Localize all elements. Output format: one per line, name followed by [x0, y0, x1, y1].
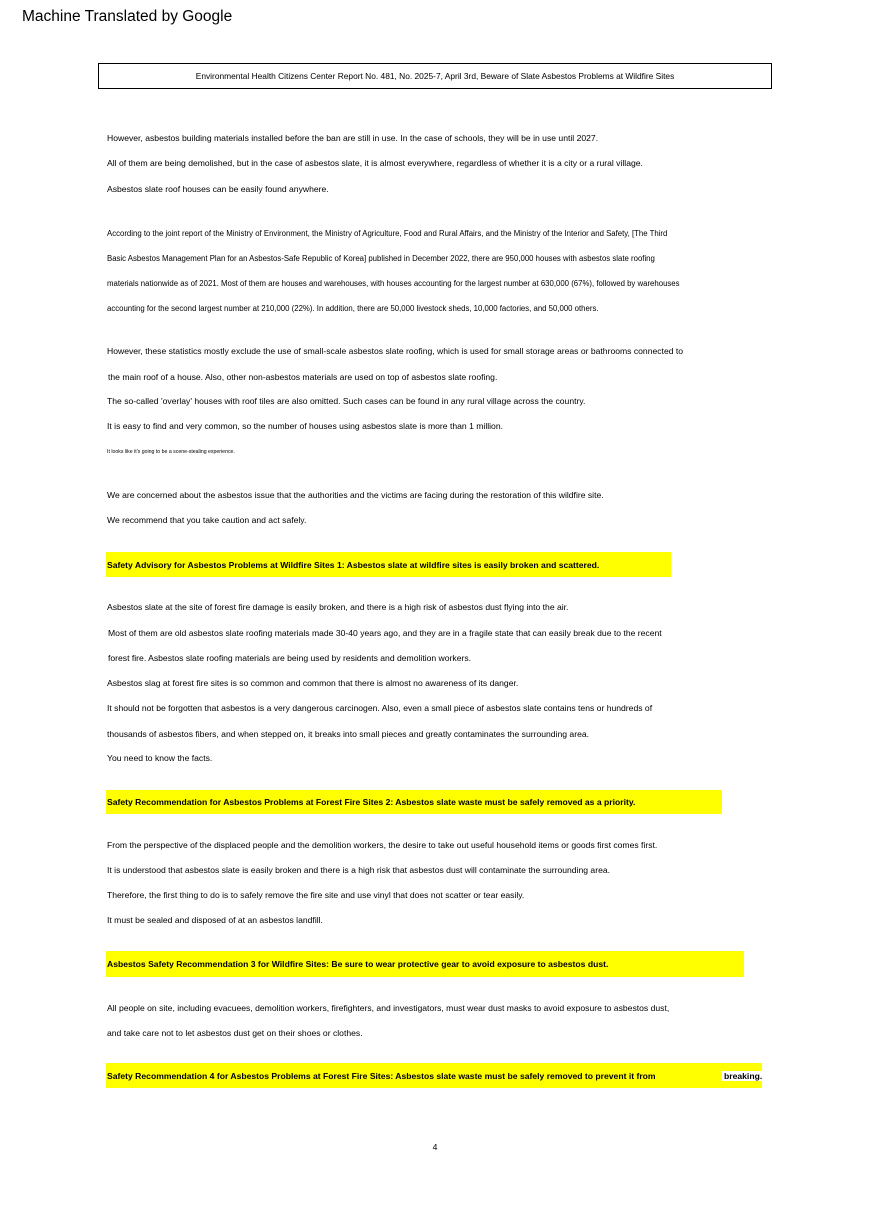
report-line-3: materials nationwide as of 2021. Most of them are houses and warehouses, with houses accounting for the largest number at 630,000 (67%), followed by warehouses [107, 279, 680, 288]
report-line-1: According to the joint report of the Ministry of Environment, the Ministry of Agriculture, Food and Rural Affairs, and the Ministry of the Interior and Safety, [The Third [107, 229, 668, 238]
stats-line-3: The so-called 'overlay' houses with roof tiles are also omitted. Such cases can be found in any rural village across the country. [107, 396, 586, 406]
concern-line-1: We are concerned about the asbestos issue that the authorities and the victims are facing during the restoration of this wildfire site. [107, 490, 604, 500]
intro-line-1: However, asbestos building materials installed before the ban are still in use. In the case of schools, they will be in use until 2027. [107, 133, 599, 143]
section-1-line-5: It should not be forgotten that asbestos is a very dangerous carcinogen. Also, even a small piece of asbestos slate contains tens or hundreds of [107, 703, 653, 713]
section-2-line-4: It must be sealed and disposed of at an asbestos landfill. [107, 915, 323, 925]
stats-line-2: the main roof of a house. Also, other non-asbestos materials are used on top of asbestos slate roofing. [108, 372, 498, 382]
section-4-heading-tail: breaking. [724, 1070, 763, 1081]
report-line-2: Basic Asbestos Management Plan for an Asbestos-Safe Republic of Korea] published in December 2022, there are 950,000 houses with asbestos slate roofing [107, 254, 655, 263]
section-1-line-3: forest fire. Asbestos slate roofing materials are being used by residents and demolition workers. [108, 653, 472, 663]
report-header: Environmental Health Citizens Center Report No. 481, No. 2025-7, April 3rd, Beware of Slate Asbestos Problems at Wildfire Sites [98, 63, 772, 89]
section-4-heading [106, 1063, 762, 1088]
section-2-heading: Safety Recommendation for Asbestos Problems at Forest Fire Sites 2: Asbestos slate waste must be safely removed as a priority. [106, 790, 722, 814]
intro-line-2: All of them are being demolished, but in the case of asbestos slate, it is almost everywhere, regardless of whether it is a city or a rural village. [107, 158, 643, 168]
section-3-line-2: and take care not to let asbestos dust get on their shoes or clothes. [107, 1028, 363, 1038]
stats-line-4: It is easy to find and very common, so the number of houses using asbestos slate is more than 1 million. [107, 421, 503, 431]
section-2-line-3: Therefore, the first thing to do is to safely remove the fire site and use vinyl that does not scatter or tear easily. [107, 890, 525, 900]
section-3-heading: Asbestos Safety Recommendation 3 for Wildfire Sites: Be sure to wear protective gear to avoid exposure to asbestos dust. [106, 951, 744, 977]
section-1-line-2: Most of them are old asbestos slate roofing materials made 30-40 years ago, and they are in a fragile state that can easily break due to the recent [108, 628, 662, 638]
section-4-heading-main: Safety Recommendation 4 for Asbestos Problems at Forest Fire Sites: Asbestos slate waste must be safely removed to prevent it from [107, 1070, 656, 1081]
section-1-line-6: thousands of asbestos fibers, and when stepped on, it breaks into small pieces and greatly contaminates the surrounding area. [107, 729, 590, 739]
page-number: 4 [432, 1142, 438, 1152]
section-3-line-1: All people on site, including evacuees, demolition workers, firefighters, and investigators, must wear dust masks to avoid exposure to asbestos dust, [107, 1003, 670, 1013]
section-1-line-4: Asbestos slag at forest fire sites is so common and common that there is almost no awareness of its danger. [107, 678, 519, 688]
stats-line-1: However, these statistics mostly exclude the use of small-scale asbestos slate roofing, which is used for small storage areas or bathrooms connected to [107, 346, 684, 356]
section-2-line-1: From the perspective of the displaced people and the demolition workers, the desire to take out useful household items or goods first comes first. [107, 840, 658, 850]
report-line-4: accounting for the second largest number at 210,000 (22%). In addition, there are 50,000 livestock sheds, 10,000 factories, and 50,000 others. [107, 304, 599, 313]
concern-line-2: We recommend that you take caution and act safely. [107, 515, 307, 525]
section-2-line-2: It is understood that asbestos slate is easily broken and there is a high risk that asbestos dust will contaminate the surrounding area. [107, 865, 611, 875]
section-1-line-7: You need to know the facts. [107, 753, 213, 763]
machine-translation-banner: Machine Translated by Google [22, 8, 233, 25]
intro-line-3: Asbestos slate roof houses can be easily found anywhere. [107, 184, 329, 194]
section-1-line-1: Asbestos slate at the site of forest fire damage is easily broken, and there is a high risk of asbestos dust flying into the air. [107, 602, 569, 612]
stats-line-5: It looks like it's going to be a scene-stealing experience. [107, 449, 235, 455]
section-1-heading: Safety Advisory for Asbestos Problems at Wildfire Sites 1: Asbestos slate at wildfire sites is easily broken and scattered. [106, 552, 671, 577]
